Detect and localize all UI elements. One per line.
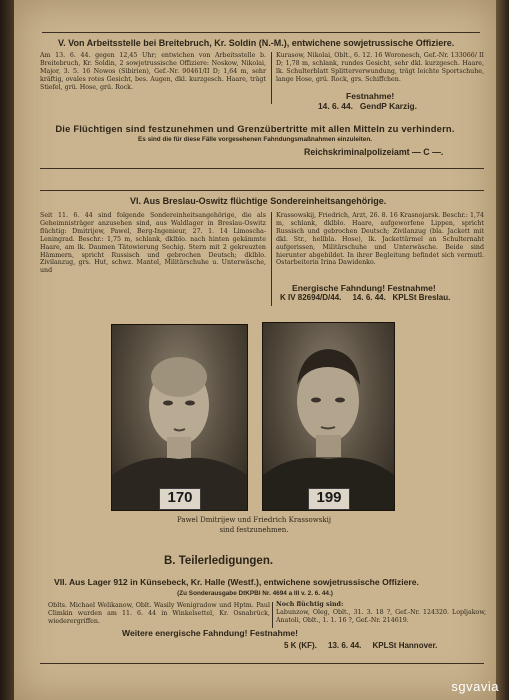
column-divider	[271, 52, 272, 104]
section-vii-fahndung: Weitere energische Fahndung! Festnahme!	[122, 628, 299, 638]
section-vii-signature: 5 K (KF). 13. 6. 44. KPLSt Hannover.	[284, 641, 438, 650]
section-vii-note: (Zu Sonderausgabe DtKPBl Nr. 4694 a III v. 2. 6. 44.)	[177, 590, 333, 597]
section-v-right-text: Kurasow, Nikolai, Oblt., 6. 12. 16 Woronesch, Gef.-Nr. 133066/ II D; 1,78 m, schlank, rundes Gesicht, sehr dkl. kurzgesch. Haare, lk. Schulterblatt Splitterverwundung, trägt leichte Sportschuhe, lange Hose, grü. Rock, grs. Schiffchen.	[276, 52, 484, 83]
section-vi-fahndung: Energische Fahndung! Festnahme!	[292, 283, 436, 293]
prisoner-number-plate-left: 170	[159, 488, 201, 510]
photo-dmitrijew	[111, 324, 248, 511]
notice-signature: Reichskriminalpolizeiamt — C —.	[304, 147, 444, 157]
section-vii-heading: VII. Aus Lager 912 in Künsebeck, Kr. Halle (Westf.), entwichene sowjetrussische Offiziere.	[54, 577, 419, 587]
watermark: sgvavia	[451, 679, 499, 694]
section-v-festnahme: Festnahme!	[346, 91, 395, 101]
photo-caption-line-1: Pawel Dmitrijew und Friedrich Krassowskij	[177, 516, 331, 524]
section-b-heading: B. Teilerledigungen.	[164, 555, 274, 567]
section-v-heading: V. Von Arbeitsstelle bei Breitebruch, Kr. Soldin (N.-M.), entwichene sowjetrussische Offiziere.	[58, 38, 455, 48]
section-vi-left-text: Seit 11. 6. 44 sind folgende Sondereinheitsangehörige, die als Geheimnisträger anzusehen sind, aus Waldlager in Breslau-Oswitz flüchtig: Dmitrijew, Pawel, Berg-Ingenieur, 27. 1. 14 Limoscha-Leningrad. Beschr.: 1,75 m, schlank, dklblo. nach hinten gekämmte Haare, am lk. Daumen Tätowierung Sechig. Stern mit 2 gekreuzten Hämmern, spricht Russisch und gebrochen Deutsch; dklblo. Zivilanzug, grs. Hut, schwz. Mantel, Militärschuhe u. Unterwäsche, und	[40, 212, 266, 275]
rule-mid-1	[40, 168, 484, 169]
section-vii-right-title: Noch flüchtig sind:	[276, 601, 344, 608]
section-vi-signature: K IV 82694/D/44. 14. 6. 44. KPLSt Breslau.	[280, 293, 451, 302]
section-vii-left-text: Oblts. Michael Welikanow, Oblt. Wasily Wenigradow und Hptm. Paul Climkin wurden am 11. 6. 44 in Winkelsettel, Kr. Osnabrück, wiederergriffen.	[48, 602, 270, 625]
page-edge	[496, 0, 509, 700]
portrait-right-graphic	[263, 323, 394, 510]
rule-mid-2	[40, 190, 484, 191]
prisoner-number-plate-right: 199	[308, 488, 350, 510]
photo-krassowskij	[262, 322, 395, 511]
document-page	[14, 0, 496, 700]
portrait-left-graphic	[112, 325, 247, 510]
section-v-left-text: Am 13. 6. 44. gegen 12,45 Uhr; entwichen von Arbeitsstelle b. Breitebruch, Kr. Soldin, 2 sowjetrussische Offiziere: Noskow, Nikolai, Major, 3. 5. 16 Nowos (Sibirien), Gef.-Nr. 90461/II D; 1,64 m, sehr kräftig, ovales rotes Gesicht, bes. Augen, dkl. kurzgesch. Haare, trägt Stiefel, grü. Hose, grü. Rock.	[40, 52, 266, 91]
column-divider-2	[271, 212, 272, 306]
rule-bottom	[40, 663, 484, 664]
notice-line-2: Es sind die für diese Fälle vorgesehenen Fahndungsmaßnahmen einzuleiten.	[137, 136, 373, 143]
book-spine	[0, 0, 14, 700]
section-vi-heading: VI. Aus Breslau-Oswitz flüchtige Sondereinheitsangehörige.	[130, 196, 387, 206]
section-vi-right-text: Krassowskij, Friedrich, Arzt, 26. 8. 16 Krasnojarsk. Beschr.: 1,74 m, schlank, dklblo. Haare, aufgeworfene Lippen, spricht Russisch und gebrochen Deutsch; Zivilanzug (bla. Jackett mit dkl. Str., hellbla. Hose), lk. Jackettärmel an Schulternaht aufgerissen, Militärschuhe und Unterwäsche. Beide sind hierunter abgebildet. In ihrer Begleitung befindet sich vermutl. Ostarbeiterin Irina Dawidenko.	[276, 212, 484, 267]
section-v-signature: 14. 6. 44. GendP Karzig.	[318, 101, 417, 111]
column-divider-3	[272, 602, 273, 628]
photo-caption-line-2: sind festzunehmen.	[219, 526, 289, 534]
section-vii-right-text: Labunzow, Oleg, Oblt., 31. 3. 18 ?, Gef.-Nr. 124320. Lopljakow, Anatoli, Oblt., 1. 1. 16 ?, Gef.-Nr. 214619.	[276, 609, 486, 624]
rule-top	[42, 32, 480, 33]
notice-line-1: Die Flüchtigen sind festzunehmen und Grenzübertritte mit allen Mitteln zu verhindern.	[55, 123, 455, 134]
